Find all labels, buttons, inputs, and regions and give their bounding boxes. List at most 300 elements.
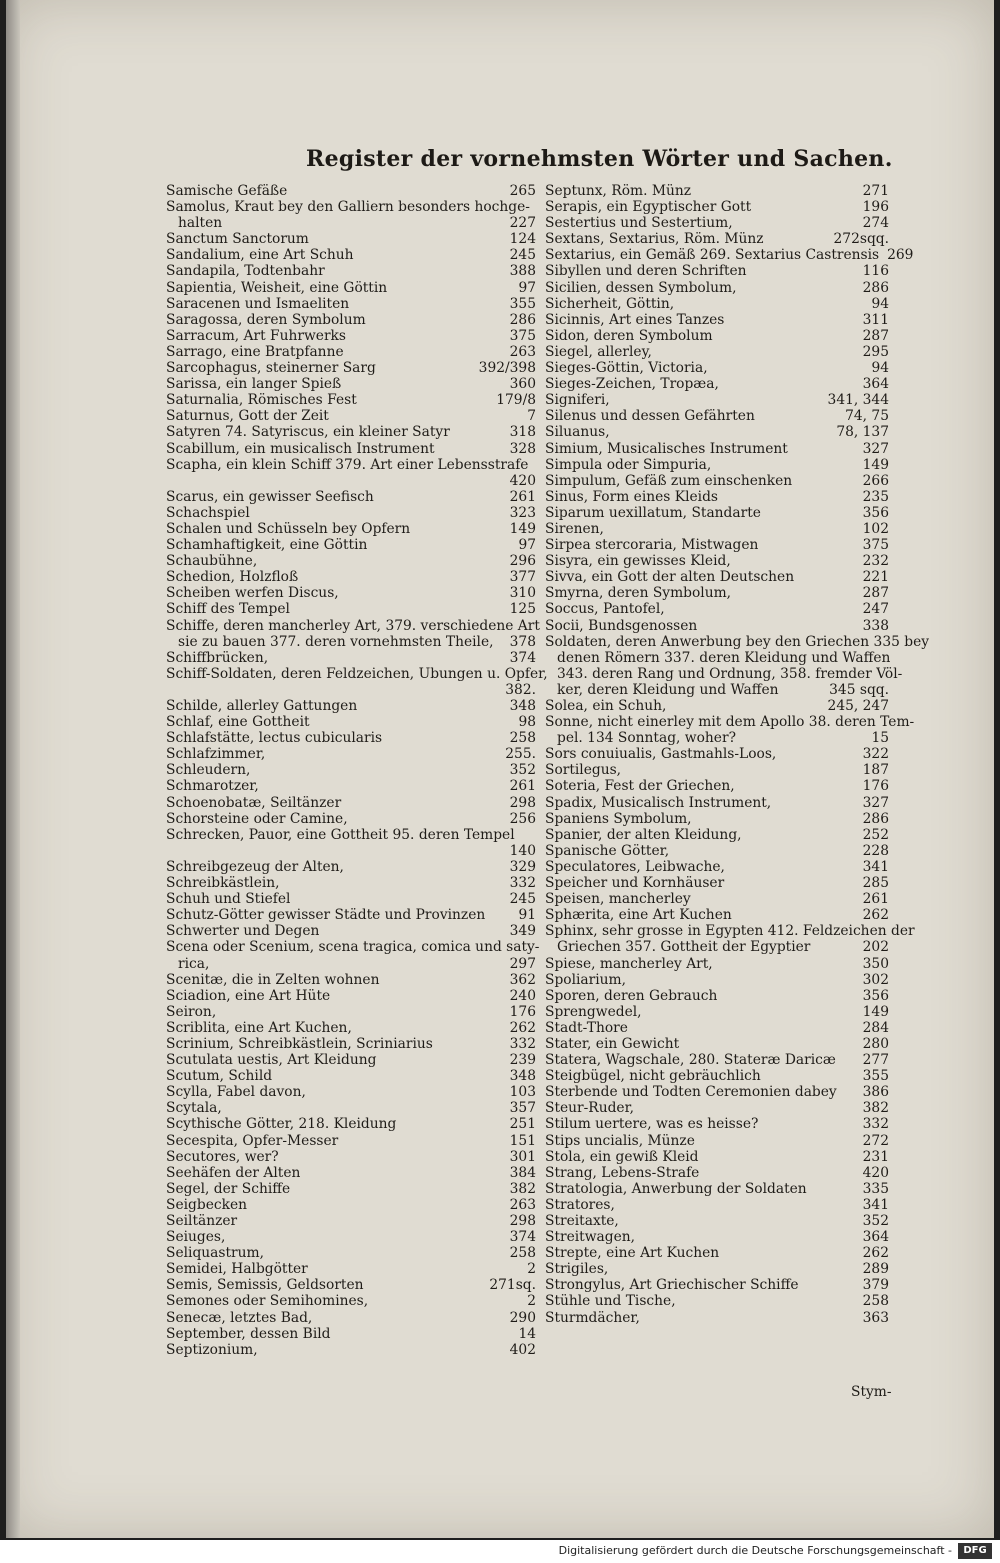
- entry-term: Sciadion, eine Art Hüte: [166, 987, 331, 1004]
- entry-term: Schiffe, deren mancherley Art, 379. verschiedene Art: [166, 617, 540, 634]
- entry-page-ref: 420: [509, 472, 536, 489]
- entry-page-ref: 338: [862, 617, 889, 634]
- entry-term: Serapis, ein Egyptischer Gott: [545, 199, 752, 216]
- entry-page-ref: 245: [509, 247, 536, 264]
- index-entry: [545, 1084, 889, 1100]
- entry-term: Steigbügel, nicht gebräuchlich: [545, 1068, 761, 1085]
- entry-term: Seiron,: [166, 1003, 217, 1020]
- index-entry: [166, 698, 536, 714]
- entry-term: Strepte, eine Art Kuchen: [545, 1245, 720, 1262]
- entry-term: Steur-Ruder,: [545, 1100, 635, 1117]
- entry-page-ref: 97: [518, 537, 536, 554]
- index-entry: [166, 730, 536, 746]
- entry-page-ref: 327: [862, 440, 889, 457]
- entry-page-ref: 176: [862, 778, 889, 795]
- index-entry: [545, 843, 889, 859]
- entry-term: Scutum, Schild: [166, 1068, 273, 1085]
- entry-page-ref: 261: [509, 488, 536, 505]
- index-entry: [545, 1052, 889, 1068]
- entry-term: Spanische Götter,: [545, 842, 670, 859]
- entry-page-ref: 386: [862, 1084, 889, 1101]
- entry-term: Sarracum, Art Fuhrwerks: [166, 327, 346, 344]
- index-entry: [545, 1149, 889, 1165]
- entry-term: Schamhaftigkeit, eine Göttin: [166, 537, 368, 554]
- index-entry: [545, 183, 889, 199]
- index-entry: [545, 1036, 889, 1052]
- entry-term: Strigiles,: [545, 1261, 609, 1278]
- entry-page-ref: 286: [862, 279, 889, 296]
- index-entry: [545, 746, 889, 762]
- entry-page-ref: 297: [509, 955, 536, 972]
- entry-term: rica,: [178, 955, 210, 972]
- entry-term: Strongylus, Art Griechischer Schiffe: [545, 1277, 799, 1294]
- entry-page-ref: 298: [509, 1213, 536, 1229]
- entry-term: sie zu bauen 377. deren vornehmsten Theile,: [178, 633, 494, 650]
- entry-page-ref: 348: [509, 1068, 536, 1085]
- index-entry: [545, 811, 889, 827]
- entry-term: Siluanus,: [545, 424, 610, 441]
- entry-term: Stratologia, Anwerbung der Soldaten: [545, 1180, 807, 1197]
- entry-term: Soccus, Pantofel,: [545, 601, 665, 618]
- entry-term: Septunx, Röm. Münz: [545, 183, 692, 199]
- entry-page-ref: 116: [862, 263, 889, 280]
- entry-term: Saragossa, deren Symbolum: [166, 311, 366, 328]
- page-binding-edge: [6, 0, 20, 1538]
- index-entry: [166, 521, 536, 537]
- index-entry: [166, 1197, 536, 1213]
- entry-page-ref: 2: [527, 1261, 536, 1278]
- entry-page-ref: 286: [862, 810, 889, 827]
- index-entry: [545, 1229, 889, 1245]
- entry-page-ref: 140: [509, 842, 536, 859]
- entry-term: Schreibgezeug der Alten,: [166, 858, 344, 875]
- index-entry: [166, 1277, 536, 1293]
- index-entry: [545, 1197, 889, 1213]
- entry-term: Samische Gefäße: [166, 183, 288, 199]
- entry-page-ref: 15: [871, 730, 889, 747]
- index-entry: [166, 1036, 536, 1052]
- entry-page-ref: 382: [862, 1100, 889, 1117]
- index-entry: [166, 1052, 536, 1068]
- entry-term: Schreibkästlein,: [166, 875, 280, 892]
- entry-page-ref: 187: [862, 762, 889, 779]
- index-entry: [166, 505, 536, 521]
- index-entry: [545, 698, 889, 714]
- index-entry: [545, 1004, 889, 1020]
- entry-page-ref: 290: [509, 1309, 536, 1326]
- entry-page-ref: 245: [509, 891, 536, 908]
- index-entry: [166, 1068, 536, 1084]
- entry-term: Sphinx, sehr grosse in Egypten 412. Feldzeichen der: [545, 923, 915, 940]
- index-entry: [545, 762, 889, 778]
- entry-page-ref: 345 sqq.: [829, 681, 889, 698]
- index-entry: [166, 1004, 536, 1020]
- entry-page-ref: 392/398: [478, 360, 536, 377]
- entry-page-ref: 350: [862, 955, 889, 972]
- index-entry: [545, 1277, 889, 1293]
- index-entry: [166, 231, 536, 247]
- index-entry: [166, 617, 540, 650]
- index-entry: [166, 923, 536, 939]
- index-entry: [545, 424, 889, 440]
- index-entry: [545, 1245, 889, 1261]
- index-entry: [545, 521, 889, 537]
- entry-term: Sivva, ein Gott der alten Deutschen: [545, 569, 795, 586]
- index-entry: [166, 778, 536, 794]
- entry-page-ref: 310: [509, 585, 536, 602]
- index-entry: [545, 988, 889, 1004]
- entry-term: Soteria, Fest der Griechen,: [545, 778, 735, 795]
- entry-term: Schlafstätte, lectus cubicularis: [166, 730, 383, 747]
- entry-term: Spoliarium,: [545, 971, 627, 988]
- entry-page-ref: 228: [862, 842, 889, 859]
- entry-term: Sieges-Göttin, Victoria,: [545, 360, 708, 377]
- entry-term: Streitaxte,: [545, 1213, 619, 1229]
- index-entry: [166, 296, 536, 312]
- entry-page-ref: 245, 247: [827, 698, 889, 714]
- entry-term: Speculatores, Leibwache,: [545, 858, 725, 875]
- index-entry: [166, 1342, 536, 1358]
- entry-term: Sicherheit, Göttin,: [545, 295, 675, 312]
- index-entry: [545, 1133, 889, 1149]
- index-entry: [545, 1181, 889, 1197]
- index-entry: [166, 682, 536, 698]
- entry-page-ref: 176: [509, 1003, 536, 1020]
- entry-page-ref: 221: [862, 569, 889, 586]
- entry-page-ref: 251: [509, 1116, 536, 1133]
- entry-term: Sphærita, eine Art Kuchen: [545, 907, 732, 924]
- index-entry: [166, 1084, 536, 1100]
- index-entry: [166, 1149, 536, 1165]
- entry-term: Sibyllen und deren Schriften: [545, 263, 747, 280]
- index-entry: [545, 263, 889, 279]
- entry-page-ref: 258: [509, 1245, 536, 1262]
- index-entry: [545, 923, 915, 956]
- entry-page-ref: 149: [509, 520, 536, 537]
- entry-page-ref: 227: [509, 215, 536, 232]
- entry-term: Schuh und Stiefel: [166, 891, 291, 908]
- entry-page-ref: 364: [862, 1229, 889, 1246]
- entry-page-ref: 332: [509, 1035, 536, 1052]
- entry-term: Secespita, Opfer-Messer: [166, 1132, 339, 1149]
- entry-page-ref: 289: [862, 1261, 889, 1278]
- entry-page-ref: 332: [509, 875, 536, 892]
- index-column-left: [166, 183, 548, 1358]
- entry-term: Schoenobatæ, Seiltänzer: [166, 794, 342, 811]
- entry-page-ref: 352: [509, 762, 536, 779]
- entry-term: Spiese, mancherley Art,: [545, 955, 713, 972]
- index-entry: [166, 1133, 536, 1149]
- index-entry: [545, 473, 889, 489]
- entry-term: Stadt-Thore: [545, 1019, 628, 1036]
- entry-term: Sonne, nicht einerley mit dem Apollo 38. deren Tem-: [545, 714, 915, 731]
- entry-page-ref: 374: [509, 649, 536, 666]
- entry-page-ref: 352: [862, 1213, 889, 1229]
- entry-term: Saracenen und Ismaeliten: [166, 295, 350, 312]
- entry-term: Sextarius, ein Gemäß 269. Sextarius Castrensis: [545, 247, 880, 264]
- entry-term: Scheiben werfen Discus,: [166, 585, 339, 602]
- index-entry: [545, 1116, 889, 1132]
- index-entry: [545, 1068, 889, 1084]
- index-entry: [166, 875, 536, 891]
- entry-term: Schrecken, Pauor, eine Gottheit 95. deren Tempel: [166, 826, 515, 843]
- entry-term: halten: [178, 215, 223, 232]
- index-entry: [545, 585, 889, 601]
- entry-term: Sirpea stercoraria, Mistwagen: [545, 537, 759, 554]
- entry-term: Sors conuiualis, Gastmahls-Loos,: [545, 746, 777, 763]
- entry-page-ref: 311: [862, 311, 889, 328]
- index-entry: [166, 1213, 536, 1229]
- entry-page-ref: 196: [862, 199, 889, 216]
- entry-term: Schaubühne,: [166, 553, 258, 570]
- entry-page-ref: 14: [518, 1325, 536, 1342]
- entry-page-ref: 247: [862, 601, 889, 618]
- index-entry: [545, 328, 889, 344]
- index-entry: [545, 505, 889, 521]
- index-entry: [166, 1165, 536, 1181]
- index-entry: [545, 618, 889, 634]
- index-entry: [166, 473, 536, 489]
- index-entry: [545, 360, 889, 376]
- entry-page-ref: 266: [862, 472, 889, 489]
- entry-term: Sestertius und Sestertium,: [545, 215, 733, 232]
- entry-term: Sprengwedel,: [545, 1003, 642, 1020]
- entry-page-ref: 277: [862, 1052, 889, 1069]
- index-entry: [166, 939, 540, 972]
- entry-term: Scythische Götter, 218. Kleidung: [166, 1116, 397, 1133]
- entry-term: Seiltänzer: [166, 1213, 238, 1229]
- index-entry: [166, 489, 536, 505]
- entry-term: Scapha, ein klein Schiff 379. Art einer Lebensstrafe: [166, 456, 529, 473]
- entry-term: Stater, ein Gewicht: [545, 1035, 680, 1052]
- index-entry: [545, 392, 889, 408]
- entry-term: Sortilegus,: [545, 762, 622, 779]
- entry-term: Seliquastrum,: [166, 1245, 264, 1262]
- entry-term: Statera, Wagschale, 280. Stateræ Daricæ: [545, 1052, 836, 1069]
- index-entry: [166, 1181, 536, 1197]
- index-column-right: [545, 183, 930, 1326]
- entry-page-ref: 356: [862, 987, 889, 1004]
- index-entry: [166, 263, 536, 279]
- index-entry: [166, 1245, 536, 1261]
- entry-term: Sandalium, eine Art Schuh: [166, 247, 354, 264]
- index-entry: [166, 441, 536, 457]
- entry-term: Sporen, deren Gebrauch: [545, 987, 718, 1004]
- entry-page-ref: 102: [862, 520, 889, 537]
- index-entry: [166, 360, 536, 376]
- index-entry: [545, 1310, 889, 1326]
- index-entry: [166, 457, 536, 473]
- index-entry: [545, 1020, 889, 1036]
- entry-term: Schwerter und Degen: [166, 923, 320, 940]
- index-entry: [166, 312, 536, 328]
- dfg-logo: DFG: [958, 1543, 992, 1559]
- entry-page-ref: 179/8: [496, 392, 536, 409]
- entry-term: Sarrago, eine Bratpfanne: [166, 343, 344, 360]
- entry-term: Stratores,: [545, 1196, 615, 1213]
- index-entry: [166, 988, 536, 1004]
- entry-page-ref: 378: [509, 633, 536, 650]
- entry-term: Soldaten, deren Anwerbung bey den Griechen 335 bey: [545, 633, 930, 650]
- entry-page-ref: 151: [509, 1132, 536, 1149]
- entry-term: Simium, Musicalisches Instrument: [545, 440, 788, 457]
- entry-term: Schlaf, eine Gottheit: [166, 714, 310, 731]
- index-entry: [166, 344, 536, 360]
- entry-page-ref: 261: [862, 891, 889, 908]
- entry-term: Sisyra, ein gewisses Kleid,: [545, 553, 731, 570]
- index-entry: [545, 280, 889, 296]
- entry-page-ref: 98: [518, 714, 536, 731]
- index-entry: [545, 457, 889, 473]
- index-entry: [166, 650, 536, 666]
- entry-page-ref: 318: [509, 424, 536, 441]
- entry-term: Schmarotzer,: [166, 778, 259, 795]
- entry-page-ref: 420: [862, 1164, 889, 1181]
- index-entry: [545, 489, 889, 505]
- entry-page-ref: [528, 457, 536, 473]
- entry-term: Speisen, mancherley: [545, 891, 691, 908]
- entry-term: Sieges-Zeichen, Tropæa,: [545, 376, 719, 393]
- index-entry: [166, 1261, 536, 1277]
- index-entry: [166, 183, 536, 199]
- entry-term: Sicinnis, Art eines Tanzes: [545, 311, 725, 328]
- entry-page-ref: 335: [862, 1180, 889, 1197]
- index-entry: [166, 811, 536, 827]
- entry-term: Scriblita, eine Art Kuchen,: [166, 1019, 352, 1036]
- entry-page-ref: 329: [509, 858, 536, 875]
- entry-term: Satyren 74. Satyriscus, ein kleiner Satyr: [166, 424, 450, 441]
- entry-page-ref: 362: [509, 971, 536, 988]
- index-entry: [166, 843, 536, 859]
- page-title: Register der vornehmsten Wörter und Sachen.: [306, 146, 893, 172]
- entry-page-ref: 355: [862, 1068, 889, 1085]
- entry-page-ref: 124: [509, 231, 536, 248]
- entry-page-ref: 348: [509, 698, 536, 714]
- entry-page-ref: 388: [509, 263, 536, 280]
- index-entry: [166, 376, 536, 392]
- entry-page-ref: 7: [527, 408, 536, 425]
- entry-term: Spaniens Symbolum,: [545, 810, 692, 827]
- entry-term: Scrinium, Schreibkästlein, Scriniarius: [166, 1035, 433, 1052]
- index-entry: [545, 1100, 889, 1116]
- index-entry: [166, 569, 536, 585]
- entry-page-ref: 301: [509, 1148, 536, 1165]
- entry-term: Septizonium,: [166, 1341, 258, 1358]
- entry-term: Schedion, Holzfloß: [166, 569, 299, 586]
- index-entry: [545, 312, 889, 328]
- index-entry: [545, 956, 889, 972]
- entry-term: Sanctum Sanctorum: [166, 231, 309, 248]
- index-entry: [545, 859, 889, 875]
- entry-term: Scutulata uestis, Art Kleidung: [166, 1052, 377, 1069]
- index-entry: [166, 1100, 536, 1116]
- index-entry: [545, 344, 889, 360]
- entry-term: Saturnus, Gott der Zeit: [166, 408, 329, 425]
- entry-term: Schiff des Tempel: [166, 601, 290, 618]
- entry-page-ref: 240: [509, 987, 536, 1004]
- entry-term: Seehäfen der Alten: [166, 1164, 301, 1181]
- index-entry: [166, 601, 536, 617]
- entry-term: Sinus, Form eines Kleids: [545, 488, 718, 505]
- index-entry: [166, 424, 536, 440]
- index-entry: [166, 408, 536, 424]
- entry-term: Spanier, der alten Kleidung,: [545, 826, 742, 843]
- entry-page-ref: 269: [887, 247, 914, 264]
- index-entry: [166, 746, 536, 762]
- index-entry: [545, 441, 889, 457]
- entry-page-ref: 379: [862, 1277, 889, 1294]
- index-entry: [166, 280, 536, 296]
- entry-term: Sidon, deren Symbolum: [545, 327, 713, 344]
- index-entry: [166, 972, 536, 988]
- entry-term: Silenus und dessen Gefährten: [545, 408, 755, 425]
- entry-term: Sapientia, Weisheit, eine Göttin: [166, 279, 388, 296]
- entry-page-ref: 384: [509, 1164, 536, 1181]
- entry-page-ref: 382.: [505, 681, 536, 698]
- entry-page-ref: 271: [862, 183, 889, 199]
- index-entry: [545, 1213, 889, 1229]
- index-entry: [166, 328, 536, 344]
- index-entry: [166, 553, 536, 569]
- entry-page-ref: 402: [509, 1341, 536, 1358]
- index-entry: [166, 762, 536, 778]
- entry-term: Seigbecken: [166, 1196, 247, 1213]
- entry-page-ref: 323: [509, 504, 536, 521]
- index-entry: [545, 376, 889, 392]
- entry-term: Schiff-Soldaten, deren Feldzeichen, Ubungen u. Opfer,: [166, 665, 548, 682]
- index-entry: [166, 1116, 536, 1132]
- index-entry: [166, 795, 536, 811]
- index-entry: [166, 1326, 536, 1342]
- catchword: Stym-: [851, 1384, 892, 1400]
- entry-page-ref: 263: [509, 1196, 536, 1213]
- entry-page-ref: 382: [509, 1180, 536, 1197]
- entry-page-ref: 231: [862, 1148, 889, 1165]
- entry-page-ref: 341: [862, 858, 889, 875]
- entry-term: denen Römern 337. deren Kleidung und Waffen: [557, 649, 891, 666]
- entry-page-ref: 274: [862, 215, 889, 232]
- entry-term: Semidei, Halbgötter: [166, 1261, 308, 1278]
- index-entry: [166, 199, 536, 231]
- entry-term: Schorsteine oder Camine,: [166, 810, 348, 827]
- entry-term: Schilde, allerley Gattungen: [166, 698, 358, 714]
- entry-page-ref: 295: [862, 343, 889, 360]
- entry-term: Schlafzimmer,: [166, 746, 266, 763]
- entry-page-ref: 103: [509, 1084, 536, 1101]
- entry-page-ref: 332: [862, 1116, 889, 1133]
- entry-page-ref: 375: [509, 327, 536, 344]
- entry-page-ref: 258: [862, 1293, 889, 1310]
- entry-page-ref: 355: [509, 295, 536, 312]
- entry-term: Stips uncialis, Münze: [545, 1132, 695, 1149]
- entry-page-ref: 349: [509, 923, 536, 940]
- entry-page-ref: 149: [862, 456, 889, 473]
- index-entry: [545, 972, 889, 988]
- index-entry: [545, 633, 930, 698]
- index-entry: [545, 296, 889, 312]
- index-entry: [545, 1261, 889, 1277]
- index-entry: [166, 1310, 536, 1326]
- index-entry: [545, 778, 889, 794]
- entry-page-ref: 341, 344: [827, 392, 889, 409]
- entry-term: Senecæ, letztes Bad,: [166, 1309, 313, 1326]
- index-entry: [545, 891, 889, 907]
- entry-page-ref: 298: [509, 794, 536, 811]
- entry-page-ref: 261: [509, 778, 536, 795]
- entry-term: Saturnalia, Römisches Fest: [166, 392, 357, 409]
- entry-page-ref: 149: [862, 1003, 889, 1020]
- index-entry: [166, 714, 536, 730]
